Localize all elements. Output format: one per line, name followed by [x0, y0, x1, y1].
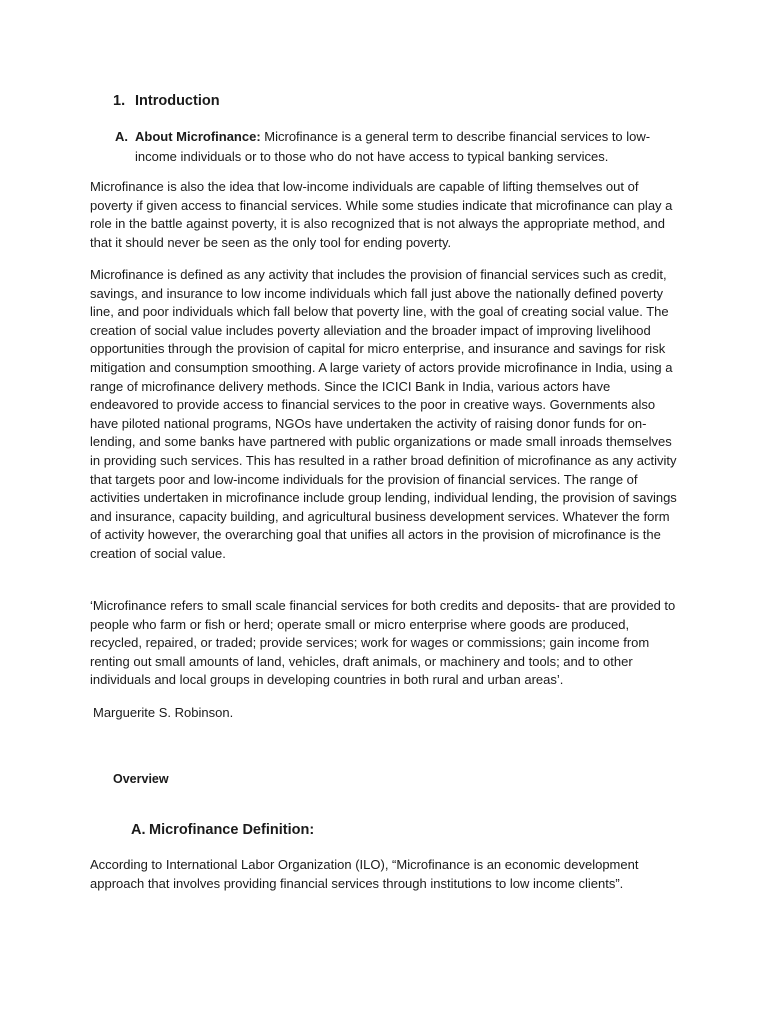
paragraph-capability: Microfinance is also the idea that low-income individuals are capable of lifting themselves out of poverty if given access to financial services. While some studies indicate that microfinance can play a role in the battle against poverty, it is also recognized that is not always the appropriate method, and that it should never be seen as the only tool for ending poverty. [90, 179, 673, 250]
definition-heading [131, 822, 314, 838]
paragraph-quote: ‘Microfinance refers to small scale financial services for both credits and deposits- that are provided to people who farm or fish or herd; operate small or micro enterprise where goods are produced, recycled, repaired, or traded; provide services; work for wages or commissions; gain income from renting out small amounts of land, vehicles, draft animals, or machinery and tools; and to other individuals and local groups in developing countries in both rural and urban areas’. [90, 598, 676, 688]
about-microfinance-body [135, 127, 675, 167]
about-microfinance-text: Microfinance is a general term to describe financial services to low-income individuals or to those who do not have access to typical banking services. [135, 129, 651, 164]
list-marker: A. [115, 129, 128, 144]
paragraph-definition-activity: Microfinance is defined as any activity that includes the provision of financial services such as credit, savings, and insurance to low income individuals which fall just above the nationally defined poverty line, and poor individuals which fall below that poverty line, with the goal of creating social value. The creation of social value includes poverty alleviation and the broader impact of improving livelihood opportunities through the provision of capital for micro enterprise, and insurance and savings for risk mitigation and consumption smoothing. A large variety of actors provide microfinance in India, using a range of microfinance delivery methods. Since the ICICI Bank in India, various actors have endeavored to provide access to financial services to the poor in creative ways. Governments also have piloted national programs, NGOs have undertaken the activity of raising donor funds for on-lending, and some banks have partnered with public organizations or made small inroads themselves in providing such services. This has resulted in a rather broad definition of microfinance as any activity that targets poor and low-income individuals for the provision of financial services. The range of activities undertaken in microfinance include group lending, individual lending, the provision of savings and insurance, capacity building, and agricultural business development services. Whatever the form of activity however, the overarching goal that unifies all actors in the provision of microfinance is the creation of social value. [90, 267, 677, 561]
overview-heading: Overview [113, 772, 169, 786]
section-title: Introduction [135, 93, 220, 109]
about-microfinance-lead: About Microfinance: [135, 129, 261, 144]
definition-marker: A. [131, 822, 146, 838]
definition-title: Microfinance Definition: [149, 822, 315, 838]
section-number: 1. [113, 93, 126, 109]
about-microfinance-item [115, 127, 675, 167]
quote-attribution: Marguerite S. Robinson. [93, 705, 234, 720]
section-heading-introduction [113, 93, 220, 109]
paragraph-ilo-definition: According to International Labor Organization (ILO), “Microfinance is an economic development approach that involves providing financial services through institutions to low income clients”. [90, 857, 639, 891]
